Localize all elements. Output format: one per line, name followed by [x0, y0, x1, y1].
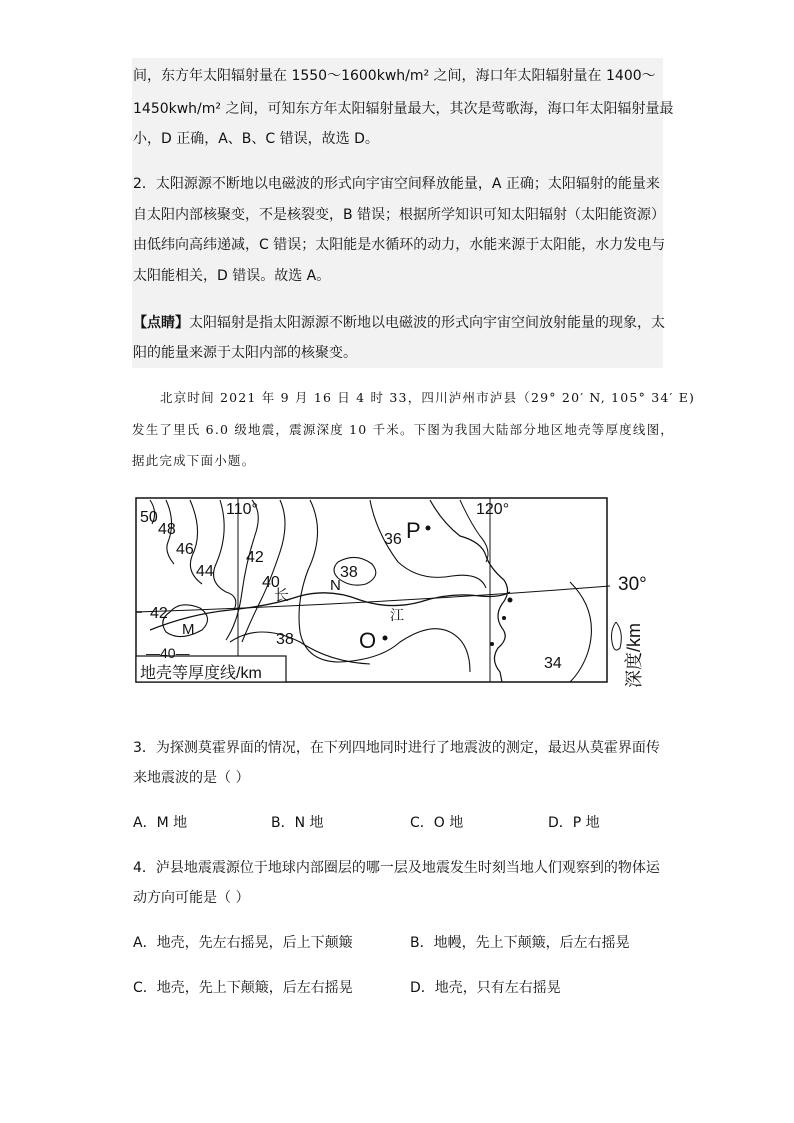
parallel-30: [136, 586, 610, 612]
contour-label-42-left: 42: [150, 605, 168, 622]
river-label-chang: 长: [274, 587, 290, 604]
contour-label-36: 36: [384, 531, 402, 548]
contour-label-38: 38: [276, 631, 294, 648]
coast-dot: [508, 598, 513, 603]
q3-stem-line1: 3．为探测莫霍界面的情况，在下列四地同时进行了地震波的测定，最迟从莫霍界面传: [133, 740, 660, 756]
answer-p2-line1: 2．太阳源源不断地以电磁波的形式向宇宙空间释放能量，A 正确；太阳辐射的能量来: [133, 176, 660, 192]
intro-line2: 发生了里氏 6.0 级地震，震源深度 10 千米。下图为我国大陆部分地区地壳等厚度线图，: [132, 422, 674, 437]
label-110: 110°: [226, 501, 258, 518]
answer-p1-line1: 间，东方年太阳辐射量在 1550～1600kwh/m² 之间，海口年太阳辐射量在 1400～: [133, 68, 656, 84]
point-o-label: O: [359, 628, 377, 653]
contour-label-34: 34: [544, 655, 562, 672]
q4-option-d: D．地壳，只有左右摇晃: [410, 980, 561, 996]
q3-option-d: D．P 地: [548, 815, 600, 831]
answer-p2-line2: 自太阳内部核聚变，不是核裂变，B 错误；根据所学知识可知太阳辐射（太阳能资源）: [133, 207, 666, 223]
intro-line3: 据此完成下面小题。: [132, 453, 256, 468]
contour-label-38-inner: 38: [340, 564, 358, 581]
contour-40: [242, 500, 285, 642]
point-o-dot: [383, 636, 388, 641]
contour-42-right: [226, 500, 258, 640]
q4-option-a: A．地壳，先左右摇晃，后上下颠簸: [133, 935, 353, 951]
contour-38: [299, 500, 470, 672]
q4-stem-line1: 4．泸县地震震源位于地球内部圈层的哪一层及地震发生时刻当地人们观察到的物体运: [133, 860, 660, 876]
point-p-dot: [426, 526, 431, 531]
tip-line1: [133, 313, 665, 333]
contour-34: [570, 582, 591, 682]
intro-line1: 北京时间 2021 年 9 月 16 日 4 时 33，四川泸州市泸县（29° 20′ N, 105° 34′ E): [160, 390, 696, 405]
answer-p2-line3: 由低纬向高纬递减，C 错误；太阳能是水循环的动力，水能来源于太阳能，水力发电与: [133, 237, 666, 253]
q3-option-b: B．N 地: [271, 815, 324, 831]
label-120: 120°: [476, 501, 510, 518]
label-30: 30°: [618, 574, 647, 595]
contour-lines: [150, 500, 591, 682]
q3-option-a: A．M 地: [133, 815, 188, 831]
coast-dot: [502, 616, 506, 620]
q4-option-b: B．地幔，先上下颠簸，后左右摇晃: [410, 935, 630, 951]
tip-text: 太阳辐射是指太阳源源不断地以电磁波的形式向宇宙空间放射能量的现象，太: [189, 315, 665, 331]
q3-option-c: C．O 地: [410, 815, 464, 831]
coast-dot: [490, 642, 494, 646]
answer-p1-line2: 1450kwh/m² 之间，可知东方年太阳辐射量最大，其次是莺歌海，海口年太阳辐射量最: [133, 101, 674, 117]
point-p-label: P: [406, 518, 421, 543]
contour-label-46: 46: [176, 541, 194, 558]
coastline: [430, 500, 508, 682]
q4-stem-line2: 动方向可能是（ ）: [133, 890, 250, 906]
q3-stem-line2: 来地震波的是（ ）: [133, 770, 250, 786]
contour-label-48: 48: [158, 521, 176, 538]
contour-label-44: 44: [196, 563, 214, 580]
point-m-label: M: [182, 621, 195, 638]
legend-value: —40—: [146, 645, 190, 661]
q4-option-c: C．地壳，先上下颠簸，后左右摇晃: [133, 980, 353, 996]
river-label-jiang: 江: [390, 607, 404, 623]
crust-thickness-map: [130, 492, 670, 692]
tip-line2: 阳的能量来源于太阳内部的核聚变。: [133, 345, 357, 361]
tip-label: 【点睛】: [133, 315, 189, 331]
contour-label-42-right: 42: [246, 549, 264, 566]
answer-p2-line4: 太阳能相关，D 错误。故选 A。: [133, 268, 331, 284]
contour-label-50: 50: [140, 509, 158, 526]
side-label: 深度/km: [624, 623, 644, 688]
answer-p1-line3: 小，D 正确，A、B、C 错误，故选 D。: [133, 131, 379, 147]
legend-text: 地壳等厚度线/km: [140, 665, 262, 682]
map-frame: [136, 498, 607, 682]
taiwan-island: [612, 622, 622, 650]
point-n-label: N: [330, 577, 341, 594]
contour-label-40: 40: [262, 574, 280, 591]
